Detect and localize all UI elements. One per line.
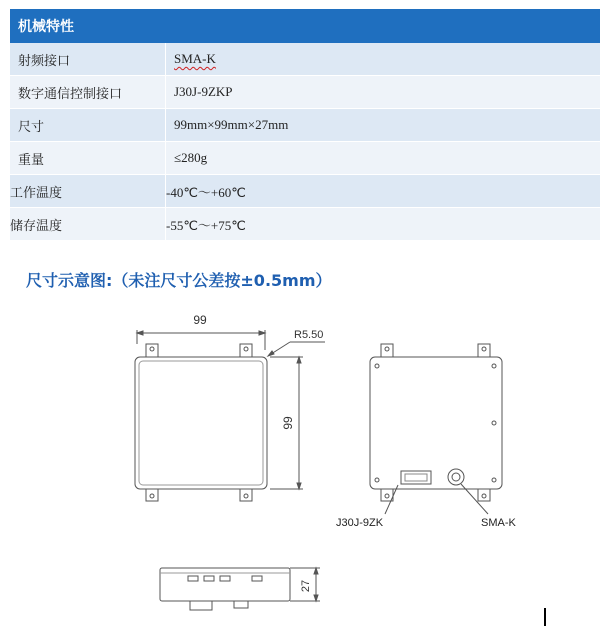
back-view-body [370,357,502,489]
spec-label: 尺寸 [10,109,166,142]
arrowhead [268,351,274,356]
screw-hole [492,364,496,368]
mount-tab [146,489,158,501]
spec-value: -55℃～+75℃ [166,208,601,241]
side-slot [252,576,262,581]
mount-hole [244,347,248,351]
text-cursor [544,608,546,626]
connector-label: J30J-9ZK [336,517,384,529]
front-view-inner [139,361,263,485]
front-view-body [135,357,267,489]
spec-value: -40℃～+60℃ [166,175,601,208]
sma-label: SMA-K [481,517,516,529]
mount-hole [150,494,154,498]
mount-hole [150,347,154,351]
screw-hole [492,478,496,482]
back-view [370,344,502,514]
arrowhead [314,595,318,601]
mount-tab [478,489,490,501]
mount-hole [482,347,486,351]
arrowhead [314,568,318,574]
width-dimension-label: 99 [193,313,207,327]
arrowhead [297,357,301,363]
spec-value: J30J-9ZKP [166,76,601,109]
side-slot [220,576,230,581]
spec-value: 99mm×99mm×27mm [166,109,601,142]
spec-label: 工作温度 [10,175,166,208]
screw-hole [492,421,496,425]
side-slot [188,576,198,581]
mount-tab [240,489,252,501]
arrowhead [297,483,301,489]
arrowhead [259,331,265,335]
sma-connector [448,469,464,485]
side-slot [204,576,214,581]
mount-hole [385,347,389,351]
mount-hole [244,494,248,498]
arrowhead [137,331,143,335]
front-view [135,330,325,501]
spec-label: 射频接口 [10,43,166,76]
screw-hole [375,364,379,368]
spec-value-text: SMA-K [174,51,216,66]
side-connector [190,601,212,610]
spec-label: 重量 [10,142,166,175]
screw-hole [375,478,379,482]
sma-connector-inner [452,473,460,481]
height-dimension-label: 99 [281,416,295,430]
side-view [160,568,320,610]
spec-value: ≤280g [166,142,601,175]
radius-dimension-label: R5.50 [294,329,324,341]
mount-hole [385,494,389,498]
spec-label: 数字通信控制接口 [10,76,166,109]
j30j-connector-pins [405,474,427,481]
section-header: 机械特性 [10,9,600,43]
side-connector [234,601,248,608]
dimension-diagram-title: 尺寸示意图:（未注尺寸公差按±0.5mm） [26,271,332,290]
mount-hole [482,494,486,498]
spec-label: 储存温度 [10,208,166,241]
thickness-dimension-label: 27 [300,579,312,593]
